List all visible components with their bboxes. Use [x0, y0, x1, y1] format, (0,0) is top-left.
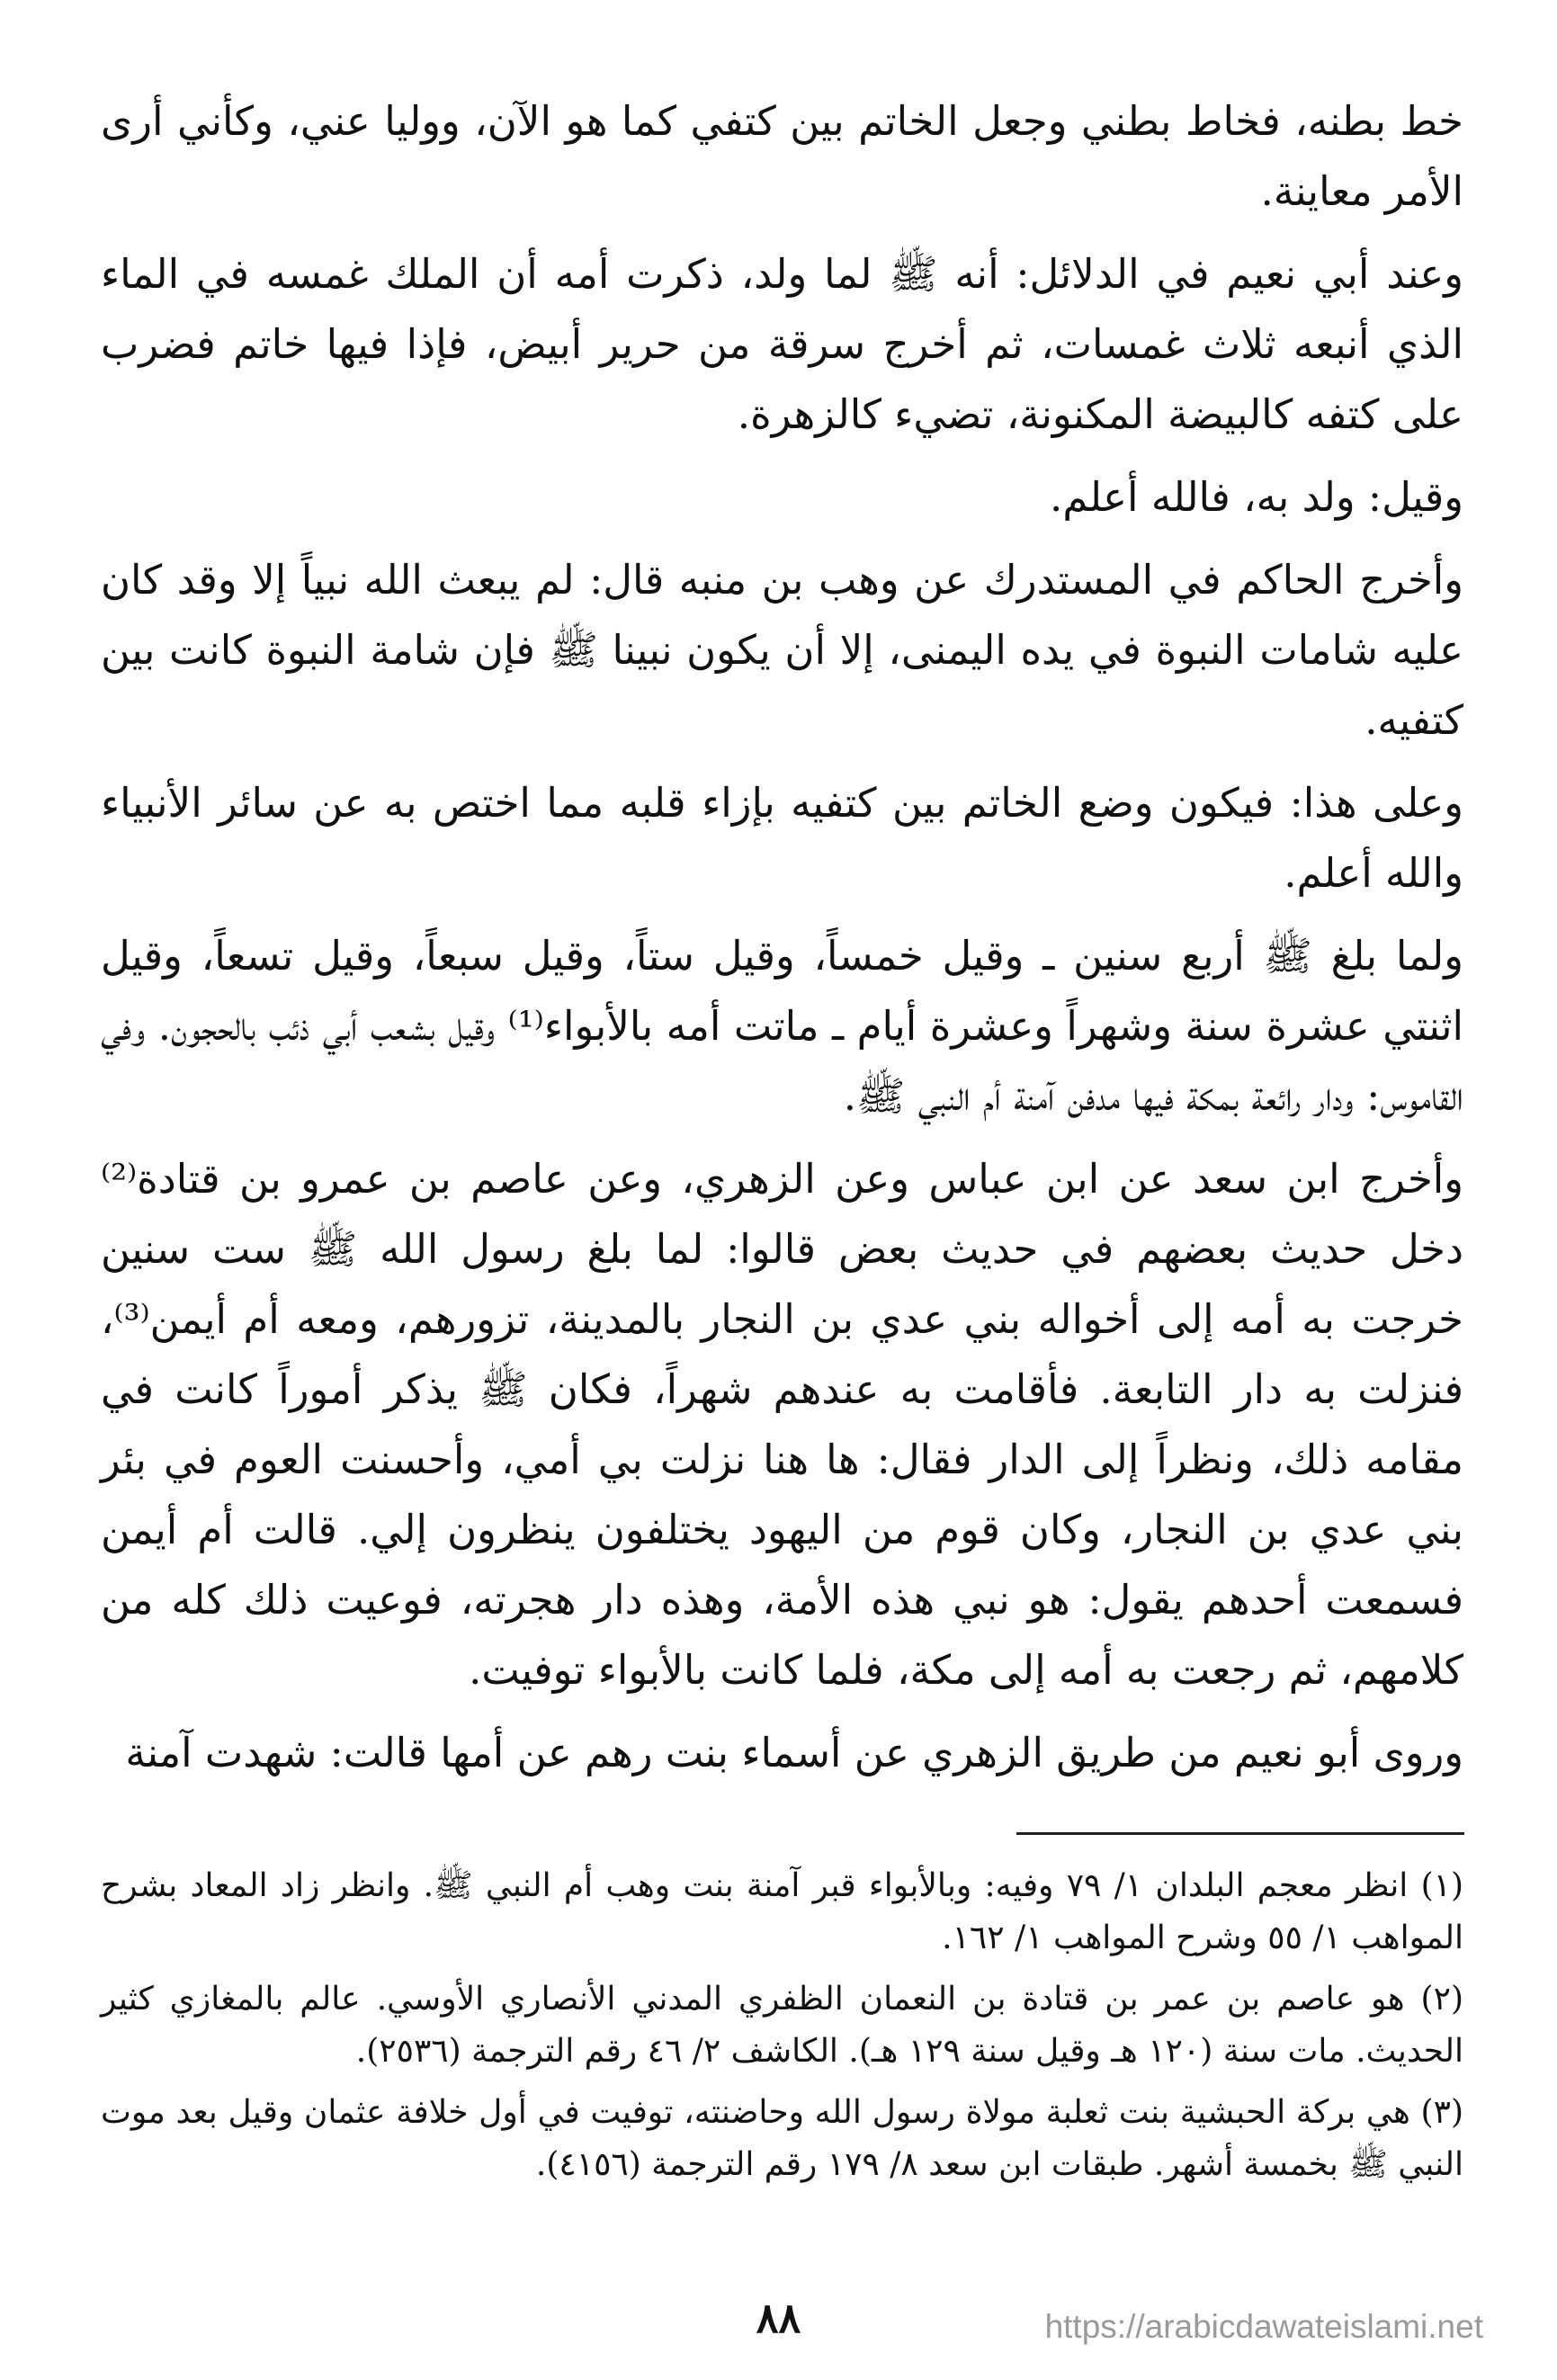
paragraph-7: وأخرج ابن سعد عن ابن عباس وعن الزهري، وعن عاصم بن عمرو بن قتادة⁽²⁾ دخل حديث بعضهم في حديث بعض قالوا: لما بلغ رسول الله ﷺ ست سنين خرجت به أمه إلى أخواله بني عدي بن النجار بالمدينة، تزورهم، ومعه أم أيمن⁽³⁾، فنزلت به دار التابعة. فأقامت به عندهم شهراً، فكان ﷺ يذكر أموراً كانت في مقامه ذلك، ونظراً إلى الدار فقال: ها هنا نزلت بي أمي، وأحسنت العوم في بئر بني عدي بن النجار، وكان قوم من اليهود يختلفون ينظرون إلي. قالت أم أيمن فسمعت أحدهم يقول: هو نبي هذه الأمة، وهذه دار هجرته، فوعيت ذلك كله من كلامهم، ثم رجعت به أمه إلى مكة، فلما كانت بالأبواء توفيت.: [101, 1155, 1463, 1694]
paragraph-8: وروى أبو نعيم من طريق الزهري عن أسماء بنت رهم عن أمها قالت: شهدت آمنة: [125, 1729, 1463, 1776]
paragraph-5: وعلى هذا: فيكون وضع الخاتم بين كتفيه بإزاء قلبه مما اختص به عن سائر الأنبياء والله أعلم.: [101, 779, 1463, 897]
footnote-1: (١) انظر معجم البلدان ١/ ٧٩ وفيه: وبالأبواء قبر آمنة بنت وهب أم النبي ﷺ. وانظر زاد المعاد بشرح المواهب ١/ ٥٥ وشرح المواهب ١/ ١٦٢.: [101, 1867, 1464, 1956]
page-number: ٨٨: [756, 2294, 801, 2342]
paragraph-2: وعند أبي نعيم في الدلائل: أنه ﷺ لما ولد، ذكرت أمه أن الملك غمسه في الماء الذي أنبعه ثلاث غمسات، ثم أخرج سرقة من حرير أبيض، فإذا فيها خاتم فضرب على كتفه كالبيضة المكنونة، تضيء كالزهرة.: [101, 250, 1463, 438]
footnote-3: (٣) هي بركة الحبشية بنت ثعلبة مولاة رسول الله وحاضنته، توفيت في أول خلافة عثمان وقيل بعد موت النبي ﷺ بخمسة أشهر. طبقات ابن سعد ٨/ ١٧٩ رقم الترجمة (٤١٥٦).: [101, 2094, 1463, 2183]
paragraph-1: خط بطنه، فخاط بطني وجعل الخاتم بين كتفي كما هو الآن، ووليا عني، وكأني أرى الأمر معاينة.: [101, 97, 1463, 215]
paragraph-6: ولما بلغ ﷺ أربع سنين ـ وقيل خمساً، وقيل ستاً، وقيل سبعاً، وقيل تسعاً، وقيل اثنتي عشرة سنة وشهراً وعشرة أيام ـ ماتت أمه بالأبواء⁽¹⁾ وقيل بشعب أبي ذئب بالحجون. وفي القاموس: ودار رائعة بمكة فيها مدفن آمنة أم النبي ﷺ.: [101, 932, 1463, 1120]
footnote-2: (٢) هو عاصم بن عمر بن قتادة بن النعمان الظفري المدني الأنصاري الأوسي. عالم بالمغازي كثير الحديث. مات سنة (١٢٠ هـ وقيل سنة ١٢٩ هـ). الكاشف ٢/ ٤٦ رقم الترجمة (٢٥٣٦).: [101, 1981, 1463, 2070]
main-text: [101, 86, 1463, 1801]
footnote-separator: [1016, 1832, 1464, 1835]
watermark-url: https://arabicdawateislami.net: [1044, 2308, 1483, 2345]
paragraph-4: وأخرج الحاكم في المستدرك عن وهب بن منبه قال: لم يبعث الله نبياً إلا وقد كان عليه شامات النبوة في يده اليمنى، إلا أن يكون نبينا ﷺ فإن شامة النبوة كانت بين كتفيه.: [101, 556, 1463, 744]
paragraph-3: وقيل: ولد به، فالله أعلم.: [1050, 473, 1463, 521]
footnotes: [101, 1860, 1463, 2200]
